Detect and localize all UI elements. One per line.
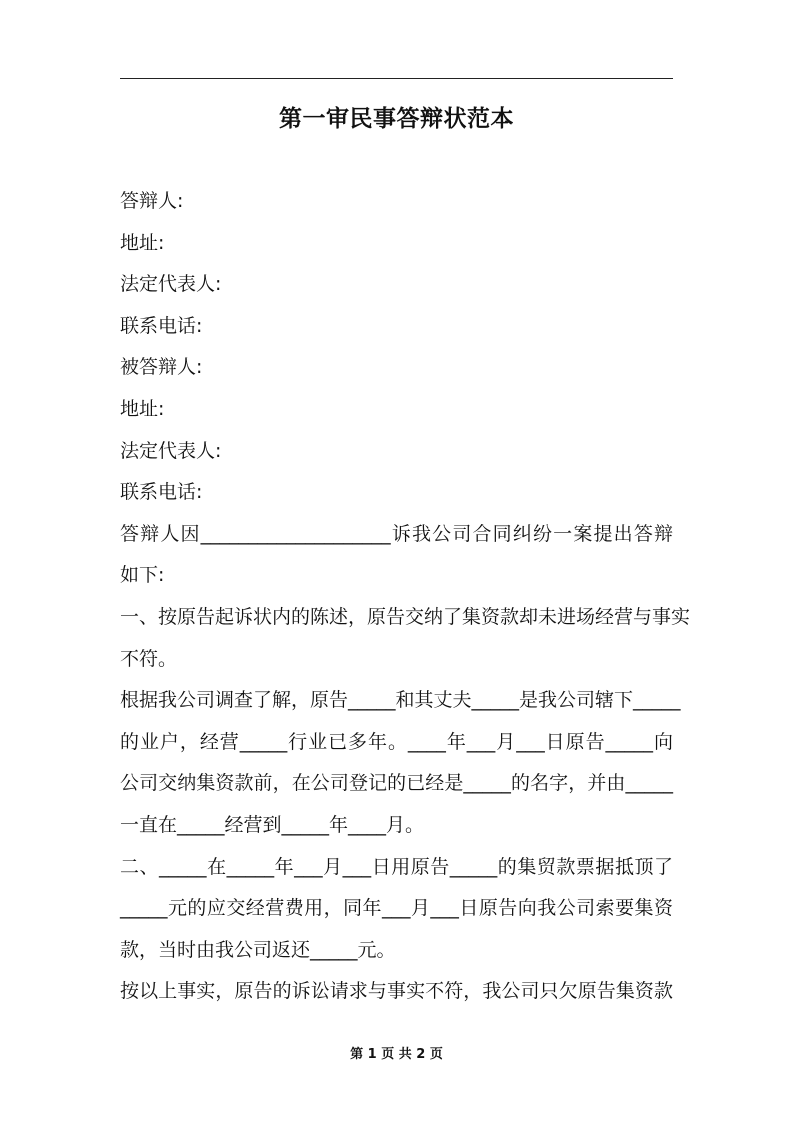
line-opposing-address: 地址: xyxy=(120,397,165,420)
paragraph-line: 根据我公司调查了解，原告_____和其丈夫_____是我公司辖下_____ xyxy=(120,689,681,712)
paragraph-line: 一直在_____经营到_____年____月。 xyxy=(120,813,425,836)
header-rule xyxy=(120,78,673,79)
line-phone: 联系电话: xyxy=(120,314,203,337)
paragraph-line: 款，当时由我公司返还_____元。 xyxy=(120,938,396,961)
line-address: 地址: xyxy=(120,231,165,254)
document-body xyxy=(120,181,691,1013)
line-legal-rep: 法定代表人: xyxy=(120,273,222,296)
paragraph-line: 一、按原告起诉状内的陈述，原告交纳了集资款却未进场经营与事实 xyxy=(120,605,691,628)
line-opposing-party: 被答辩人: xyxy=(120,356,203,379)
line-opposing-legal-rep: 法定代表人: xyxy=(120,439,222,462)
line-opposing-phone: 联系电话: xyxy=(120,481,203,504)
paragraph-line: 如下: xyxy=(120,564,165,587)
paragraph-line: 的业户，经营_____行业已多年。____年___月___日原告_____向 xyxy=(120,730,673,753)
paragraph-line: 不符。 xyxy=(120,647,178,670)
line-respondent: 答辩人: xyxy=(120,190,184,212)
paragraph-line: _____元的应交经营费用，同年___月___日原告向我公司索要集资 xyxy=(120,897,673,920)
paragraph-line: 答辩人因____________________诉我公司合同纠纷一案提出答辩 xyxy=(120,522,673,545)
paragraph-line: 按以上事实，原告的诉讼请求与事实不符，我公司只欠原告集资款 xyxy=(120,980,673,1003)
page-footer: 第 1 页 共 2 页 xyxy=(350,1047,443,1062)
paragraph-line: 二、_____在_____年___月___日用原告_____的集贸款票据抵顶了 xyxy=(120,855,673,878)
document-title: 第一审民事答辩状范本 xyxy=(279,106,514,132)
paragraph-line: 公司交纳集资款前，在公司登记的已经是_____的名字，并由_____ xyxy=(120,772,673,795)
